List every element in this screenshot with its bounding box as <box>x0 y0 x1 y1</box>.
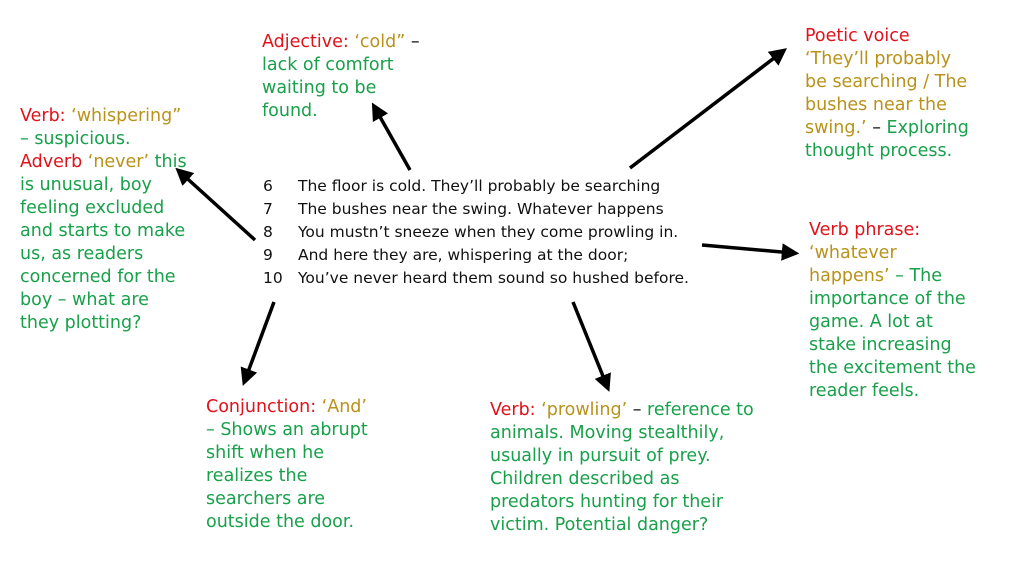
annotation-quote: ‘whispering” <box>65 106 182 126</box>
annotation-dash: – <box>405 32 420 52</box>
line-text: And here they are, whispering at the door; <box>298 246 629 264</box>
annotation-label-adverb: Adverb <box>20 152 83 172</box>
annotation-label: Conjunction: <box>206 397 317 417</box>
line-text: You mustn’t sneeze when they come prowling in. <box>298 223 679 241</box>
annotation-dash: – <box>627 400 642 420</box>
line-number: 6 <box>263 177 273 195</box>
arrow-to-conjunction <box>245 302 274 380</box>
annotation-comment: – suspicious. <box>20 129 131 149</box>
annotation-dash: – <box>866 118 881 138</box>
annotation-comment-adverb: this is unusual, boy feeling excluded and starts to make us, as readers concerned for the boy – what are they plotting? <box>20 152 187 333</box>
arrow-to-verb-whispering <box>180 172 255 240</box>
line-text: The bushes near the swing. Whatever happens <box>298 200 664 218</box>
annotation-quote-adverb: ‘never’ <box>82 152 150 172</box>
annotation-quote: ‘whatever happens’ <box>809 243 897 286</box>
annotation-comment: reference to animals. Moving stealthily, usually in pursuit of prey. Children described as predators hunting for their victim. Potential danger? <box>490 400 754 535</box>
annotation-quote: ‘prowling’ <box>535 400 628 420</box>
annotation-label: Verb: <box>490 400 536 420</box>
annotation-label: Verb phrase: <box>809 220 921 240</box>
line-number: 7 <box>263 200 273 218</box>
arrow-to-adjective <box>375 108 410 170</box>
line-number: 10 <box>263 269 283 287</box>
arrow-to-poetic-voice <box>630 52 782 168</box>
annotation-quote: ‘They’ll probably be searching / The bushes near the swing.’ <box>805 49 968 138</box>
line-number: 9 <box>263 246 273 264</box>
annotation-quote: ‘cold” <box>348 32 406 52</box>
annotation-label: Poetic voice <box>805 26 910 46</box>
line-text: You’ve never heard them sound so hushed before. <box>298 269 689 287</box>
annotation-quote: ‘And’ <box>316 397 367 417</box>
annotation-comment: – Shows an abrupt shift when he realizes the searchers are outside the door. <box>206 420 368 532</box>
arrow-to-verb-phrase <box>702 245 793 253</box>
line-number: 8 <box>263 223 273 241</box>
annotation-comment: lack of comfort waiting to be found. <box>262 55 394 121</box>
annotation-comment: – The importance of the game. A lot at stake increasing the excitement the reader feels. <box>809 266 976 401</box>
annotation-label: Adjective: <box>262 32 349 52</box>
annotation-comment: Exploring thought process. <box>805 118 969 161</box>
line-text: The floor is cold. They’ll probably be searching <box>298 177 661 195</box>
arrow-to-verb-prowling <box>573 302 607 386</box>
annotation-label: Verb: <box>20 106 66 126</box>
